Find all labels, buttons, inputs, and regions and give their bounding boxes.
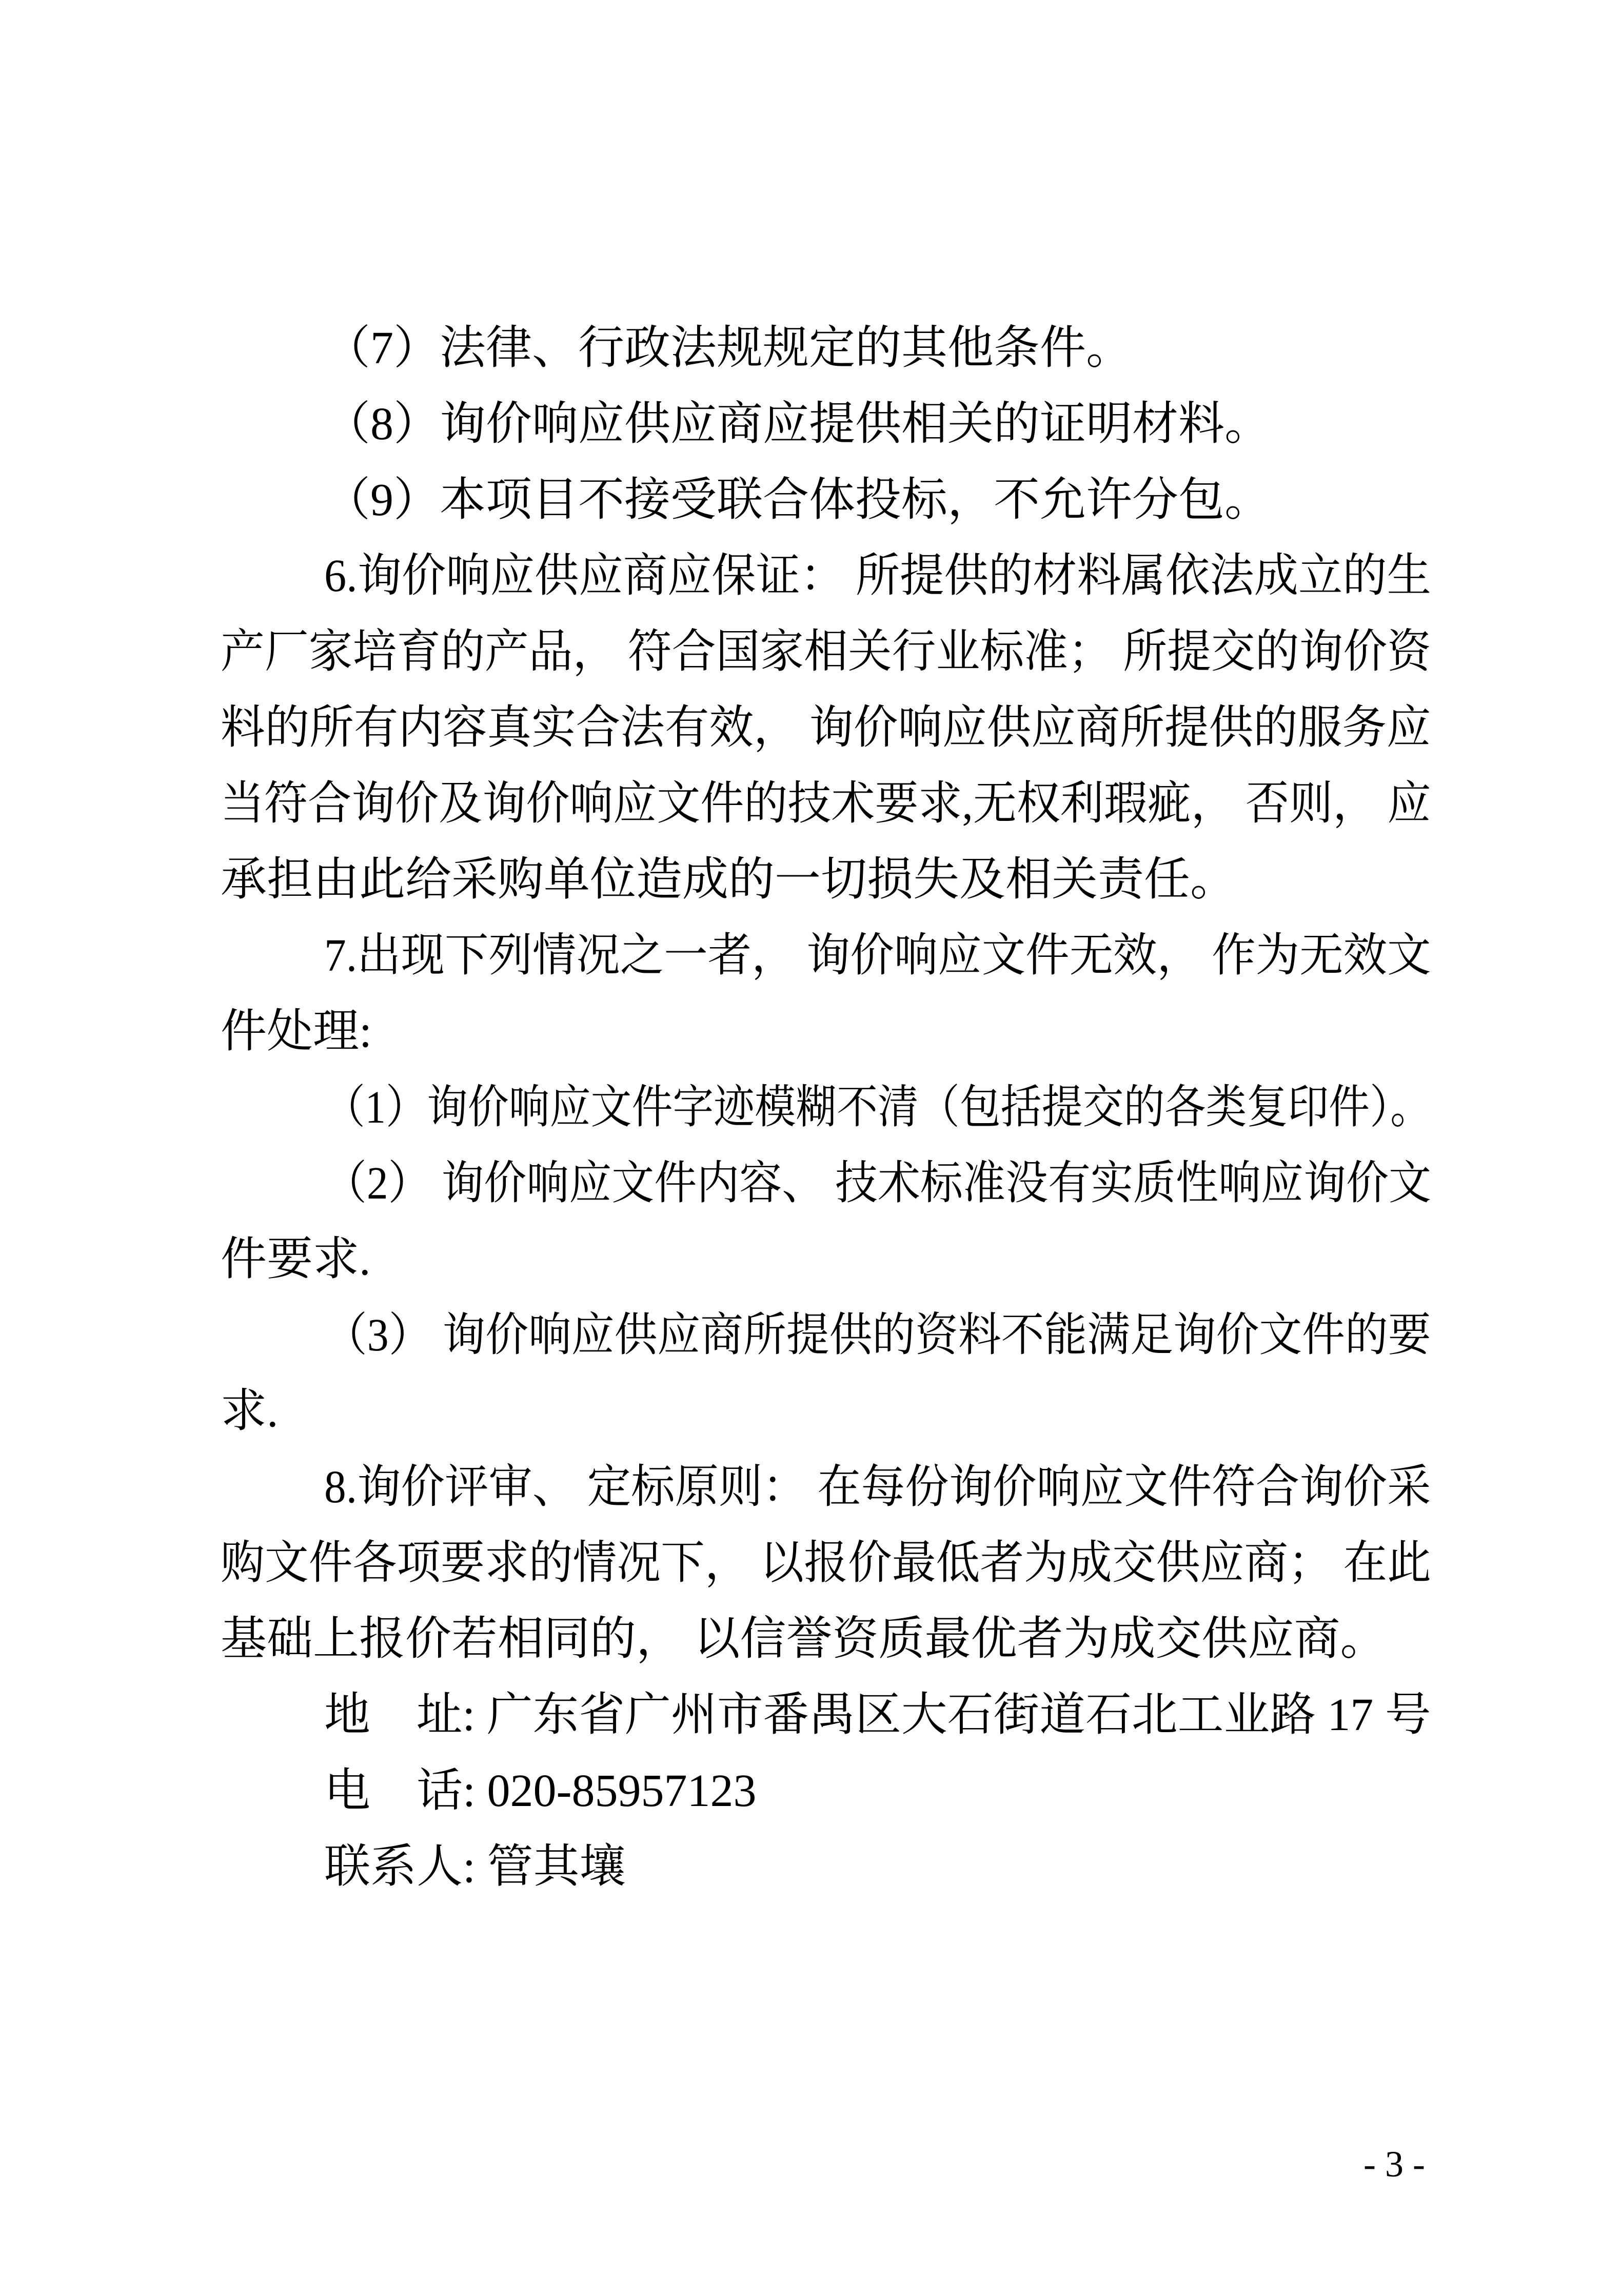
text-line: 电 话: 020-85957123: [324, 1765, 757, 1816]
text-line: （9）本项目不接受联合体投标，不允许分包。: [324, 475, 1271, 525]
text-line: 联系人: 管其壤: [324, 1841, 626, 1892]
text-line: 当符合询价及询价响应文件的技术要求,无权利瑕疵， 否则， 应: [221, 778, 1431, 829]
text-line: （1）询价响应文件字迹模糊不清（包括提交的各类复印件）。: [324, 1082, 1431, 1133]
text-line: 6.询价响应供应商应保证： 所提供的材料属依法成立的生: [324, 551, 1431, 601]
text-line: 产厂家培育的产品， 符合国家相关行业标准； 所提交的询价资: [221, 626, 1431, 677]
text-line: 件处理:: [221, 1006, 372, 1057]
text-line: 料的所有内容真实合法有效， 询价响应供应商所提供的服务应: [221, 702, 1431, 753]
text-line: 7.出现下列情况之一者， 询价响应文件无效， 作为无效文: [324, 930, 1431, 981]
text-line: 基础上报价若相同的， 以信誉资质最优者为成交供应商。: [221, 1614, 1387, 1664]
page-number: - 3 -: [1363, 2144, 1425, 2185]
text-line: 地 址: 广东省广州市番禺区大石街道石北工业路 17 号: [324, 1690, 1431, 1740]
text-line: 件要求.: [221, 1234, 371, 1285]
text-line: 购文件各项要求的情况下， 以报价最低者为成交供应商； 在此: [221, 1538, 1431, 1588]
text-line: 承担由此给采购单位造成的一切损失及相关责任。: [221, 854, 1236, 905]
text-line: （7）法律、行政法规规定的其他条件。: [324, 323, 1132, 374]
text-line: （2） 询价响应文件内容、 技术标准没有实质性响应询价文: [324, 1158, 1431, 1209]
text-line: 8.询价评审、 定标原则： 在每份询价响应文件符合询价采: [324, 1462, 1431, 1513]
text-line: （8）询价响应供应商应提供相关的证明材料。: [324, 399, 1271, 449]
text-line: （3） 询价响应供应商所提供的资料不能满足询价文件的要: [324, 1310, 1431, 1361]
text-line: 求.: [221, 1386, 279, 1437]
